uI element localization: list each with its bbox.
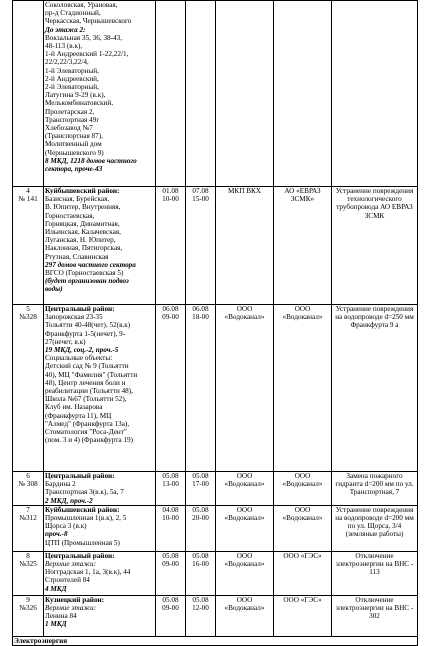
- text-line: 2 МКД, проч.-2: [45, 496, 93, 505]
- end-datetime-cell: [186, 551, 216, 595]
- owner-cell: [274, 305, 332, 472]
- text-line: 04.08: [162, 505, 179, 514]
- section-row: [13, 636, 418, 645]
- address-cell: [44, 187, 156, 305]
- text-line: Черкасская, Чернышевского: [45, 17, 132, 26]
- row-number-cell: [13, 305, 44, 472]
- text-line: Горностаевская,: [45, 211, 95, 220]
- text-line: 17-00: [192, 480, 209, 489]
- text-line: В. Юпитер, Внутренняя,: [45, 203, 121, 212]
- text-line: 05.08: [192, 505, 209, 514]
- text-line: (Чернышевского 9): [45, 148, 104, 157]
- text-line: ООО «Водоканал»: [282, 472, 323, 489]
- text-line: Центральный район:: [45, 305, 115, 313]
- text-line: 27(нечет, в.к): [45, 337, 86, 346]
- executor-cell: [216, 595, 274, 636]
- text-line: Запорожская 23-35: [45, 313, 103, 322]
- text-line: Луганская, Н. Юпитер,: [45, 236, 116, 245]
- text-line: Ртутная, Славинская: [45, 252, 109, 261]
- text-line: 48-113 (в.к),: [45, 42, 83, 51]
- text-line: 40), МЦ "Фамилия" (Тольятти: [45, 370, 138, 379]
- text-line: Клуб им. Назарова: [45, 403, 103, 412]
- address-cell: [44, 551, 156, 595]
- start-datetime-cell: [156, 305, 186, 472]
- text-line: Бардина 2: [45, 480, 76, 489]
- text-line: Хлебозавод №7: [45, 124, 93, 133]
- text-line: 1-й Андреевский 1-22,22/1,: [45, 50, 129, 59]
- reason-cell: [332, 1, 418, 187]
- row-number-cell: [13, 1, 44, 187]
- text-line: МКП ВКХ: [228, 187, 261, 195]
- text-line: ООО «ГЭС»: [283, 595, 322, 604]
- text-line: ЦТП (Промышленная 5): [45, 538, 120, 547]
- text-line: 297 домов частного сектора: [45, 260, 136, 269]
- text-line: ООО «Водоканал»: [282, 305, 323, 322]
- text-line: 12-00: [192, 604, 209, 613]
- text-line: Верхние этажи:: [45, 604, 96, 613]
- reason-cell: [332, 595, 418, 636]
- text-line: Молитвенный дом: [45, 140, 102, 149]
- text-line: 9: [26, 595, 30, 604]
- reason-cell: [332, 305, 418, 472]
- start-datetime-cell: [156, 595, 186, 636]
- text-line: Верхние этажи:: [45, 560, 96, 569]
- text-line: ООО «Водоканал»: [224, 595, 265, 613]
- text-line: 6: [26, 472, 30, 480]
- text-line: 8 МКД, 1218 домов частного: [45, 156, 137, 165]
- text-line: До этажа 2:: [45, 25, 86, 34]
- text-line: Стоматология "Роса-Дент": [45, 428, 127, 437]
- text-line: 18-00: [192, 313, 209, 322]
- text-line: 8: [26, 551, 30, 560]
- text-line: №325: [19, 560, 37, 569]
- text-line: Пролетарская 2,: [45, 107, 95, 116]
- text-line: 20-00: [192, 514, 209, 523]
- text-line: 4: [26, 187, 30, 195]
- address-cell: [44, 595, 156, 636]
- text-line: 1-й Элеваторный,: [45, 66, 99, 75]
- table-row: [13, 305, 418, 472]
- text-line: (Транспортная 87),: [45, 132, 103, 141]
- text-line: Замена пожарного гидранта d=200 мм по ул. Транспортная, 7: [335, 472, 414, 497]
- text-line: Горняцкая, Динамитная,: [45, 219, 120, 228]
- text-line: Ильинская, Калачевская,: [45, 228, 121, 237]
- end-datetime-cell: [186, 187, 216, 305]
- text-line: 09-00: [162, 604, 179, 613]
- text-line: 05.08: [162, 551, 179, 560]
- owner-cell: [274, 187, 332, 305]
- table-row: [13, 187, 418, 305]
- text-line: Отключение электроэнергии на ВНС - 113: [335, 551, 414, 577]
- text-line: ООО «Водоканал»: [224, 305, 265, 322]
- owner-cell: [274, 551, 332, 595]
- text-line: пр-д Стадионный,: [45, 9, 101, 18]
- text-line: Социальные объекты:: [45, 354, 113, 363]
- text-line: 2-й Андреевский,: [45, 74, 99, 83]
- row-number-cell: [13, 187, 44, 305]
- address-cell: [44, 1, 156, 187]
- text-line: Вокзальная 35, 36, 38-43,: [45, 33, 123, 42]
- owner-cell: [274, 1, 332, 187]
- text-line: 10-00: [162, 195, 179, 204]
- reason-cell: [332, 472, 418, 506]
- text-line: реабилитации (Тольятти 48),: [45, 387, 133, 396]
- text-line: Кузнецкий район:: [45, 595, 105, 604]
- start-datetime-cell: [156, 505, 186, 551]
- text-line: воды): [45, 285, 63, 294]
- text-line: Куйбышевский район:: [45, 187, 120, 195]
- text-line: 7: [26, 505, 30, 514]
- table-row: [13, 505, 418, 551]
- outage-table: [12, 0, 418, 646]
- text-line: Куйбышевский район:: [45, 505, 120, 514]
- text-line: Транспортная 49г: [45, 115, 100, 124]
- text-line: 19 МКД, соц.-2, проч.-5: [45, 346, 119, 355]
- executor-cell: [216, 1, 274, 187]
- text-line: 22/2,22/3,22/4,: [45, 58, 89, 67]
- text-line: 05.08: [192, 595, 209, 604]
- text-line: 4 МКД: [45, 584, 67, 593]
- text-line: №312: [19, 514, 37, 523]
- text-line: № 308: [18, 480, 38, 489]
- text-line: 05.08: [162, 472, 179, 480]
- table-row: [13, 551, 418, 595]
- text-line: Щорса 3 (в.к): [45, 522, 87, 531]
- text-line: ООО «Водоканал»: [224, 551, 265, 569]
- text-line: 05.08: [192, 551, 209, 560]
- text-line: Детский сад № 9 (Тольятти: [45, 362, 129, 371]
- end-datetime-cell: [186, 472, 216, 506]
- text-line: 09-00: [162, 560, 179, 569]
- owner-cell: [274, 472, 332, 506]
- text-line: (пом. 3 и 4) (Франкфурта 19): [45, 436, 134, 445]
- row-number-cell: [13, 595, 44, 636]
- text-line: 48), Центр лечения боли и: [45, 378, 126, 387]
- text-line: Наклонная, Пятигорская,: [45, 244, 123, 253]
- text-line: Соколовская, Урановая,: [45, 1, 118, 9]
- text-line: ООО «Водоканал»: [224, 472, 265, 489]
- text-line: АО «ЕВРАЗ ЗСМК»: [284, 187, 321, 204]
- text-line: Тольятти 40-48(чет), 52(в.к): [45, 321, 131, 330]
- text-line: Строителей 84: [45, 576, 90, 585]
- text-line: 05.08: [192, 472, 209, 480]
- row-number-cell: [13, 551, 44, 595]
- executor-cell: [216, 187, 274, 305]
- text-line: Мелькомбинатовский,: [45, 99, 113, 108]
- text-line: 5: [26, 305, 30, 313]
- text-line: № 141: [18, 195, 38, 204]
- executor-cell: [216, 472, 274, 506]
- section-title: Электроэнергия: [14, 636, 68, 645]
- text-line: 05.08: [162, 595, 179, 604]
- text-line: Отключение электроэнергии на ВНС - 302: [335, 595, 414, 621]
- owner-cell: [274, 505, 332, 551]
- reason-cell: [332, 505, 418, 551]
- text-line: 09-00: [162, 313, 179, 322]
- text-line: №328: [19, 313, 37, 322]
- text-line: сектора, проче-43: [45, 165, 103, 174]
- reason-cell: [332, 551, 418, 595]
- text-line: 15-00: [192, 195, 209, 204]
- text-line: ВГСО (Горностаевская 5): [45, 269, 124, 278]
- text-line: (Франкфурта 11), МЦ: [45, 411, 112, 420]
- end-datetime-cell: [186, 505, 216, 551]
- end-datetime-cell: [186, 595, 216, 636]
- text-line: Школа №67 (Тольятти 52),: [45, 395, 127, 404]
- text-line: Франкфурта 1-5(нечет), 9-: [45, 329, 126, 338]
- text-line: Ленина 84: [45, 612, 77, 621]
- start-datetime-cell: [156, 187, 186, 305]
- address-cell: [44, 472, 156, 506]
- text-line: Центральный район:: [45, 551, 115, 560]
- text-line: 01.08: [162, 187, 179, 195]
- row-number-cell: [13, 472, 44, 506]
- text-line: Устранение повреждения на водопроводе d=200 мм по ул. Щорса, 3/4 (земляные работы): [335, 505, 414, 539]
- table-row: [13, 595, 418, 636]
- text-line: ООО «ГЭС»: [283, 551, 322, 560]
- text-line: проч.-8: [45, 530, 68, 539]
- text-line: №326: [19, 604, 37, 613]
- text-line: Ногградская 1, 1а, 3(в.к), 44: [45, 568, 131, 577]
- owner-cell: [274, 595, 332, 636]
- text-line: 13-00: [162, 480, 179, 489]
- text-line: 06.08: [162, 305, 179, 313]
- outage-table-body: [13, 1, 418, 646]
- text-line: 07.08: [192, 187, 209, 195]
- text-line: 16-00: [192, 560, 209, 569]
- executor-cell: [216, 305, 274, 472]
- start-datetime-cell: [156, 1, 186, 187]
- outage-table-page: [12, 0, 417, 645]
- table-row: [13, 1, 418, 187]
- text-line: 2-й Элеваторный,: [45, 83, 99, 92]
- text-line: ООО «Водоканал»: [224, 505, 265, 523]
- text-line: Центральный район:: [45, 472, 115, 480]
- address-cell: [44, 505, 156, 551]
- executor-cell: [216, 551, 274, 595]
- section-title-cell: [13, 636, 418, 645]
- text-line: Устранение повреждения технологического трубопровода АО ЕВРАЗ ЗСМК: [335, 187, 414, 220]
- end-datetime-cell: [186, 1, 216, 187]
- text-line: Промышленная 1(в.к), 2, 5: [45, 514, 127, 523]
- start-datetime-cell: [156, 551, 186, 595]
- row-number-cell: [13, 505, 44, 551]
- executor-cell: [216, 505, 274, 551]
- text-line: (будет организован подвоз: [45, 277, 129, 286]
- text-line: Латугина 9-29 (в.к),: [45, 91, 106, 100]
- text-line: Базисная, Бурейская,: [45, 195, 110, 204]
- end-datetime-cell: [186, 305, 216, 472]
- text-line: "Алмед" (Франкфурта 13а),: [45, 419, 130, 428]
- text-line: ООО «Водоканал»: [282, 505, 323, 523]
- start-datetime-cell: [156, 472, 186, 506]
- address-cell: [44, 305, 156, 472]
- text-line: 06.08: [192, 305, 209, 313]
- text-line: Устранение повреждения на водопроводе d=250 мм Франкфурта 9 а: [335, 305, 414, 330]
- text-line: 10-00: [162, 514, 179, 523]
- text-line: 1 МКД: [45, 620, 67, 629]
- table-row: [13, 472, 418, 506]
- text-line: Транспортная 3(в.к), 5а, 7: [45, 488, 124, 497]
- reason-cell: [332, 187, 418, 305]
